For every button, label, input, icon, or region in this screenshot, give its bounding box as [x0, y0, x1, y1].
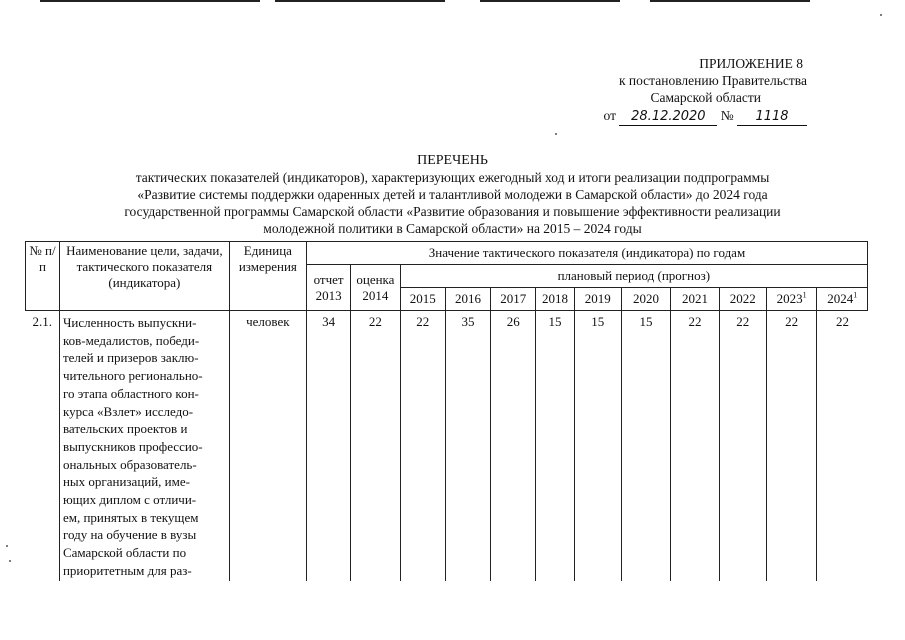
- handwritten-number: 1118: [737, 108, 807, 126]
- handwritten-date: 28.12.2020: [619, 108, 717, 126]
- value-2015: 22: [400, 311, 445, 581]
- indicator-name-line: вательских проектов и: [62, 421, 188, 437]
- indicator-name-line: приоритетным для раз-: [62, 562, 192, 578]
- row-number: 2.1.: [26, 311, 60, 581]
- scan-top-line-2: [275, 0, 445, 2]
- scan-speck: [6, 545, 8, 547]
- indicator-name-line: ем, принятых в текущем: [62, 509, 199, 525]
- number-label: №: [720, 108, 734, 123]
- scan-speck: [555, 133, 557, 135]
- indicator-name-line: ональных образователь-: [62, 456, 197, 472]
- header-estimate-year: 2014: [362, 287, 389, 303]
- scan-top-line-3: [480, 0, 620, 2]
- appendix-date-number-line: [547, 107, 807, 126]
- year-2024-text: 2024: [827, 291, 854, 306]
- scan-speck: [9, 560, 11, 562]
- header-year-2016: 2016: [445, 288, 490, 311]
- indicator-name-line: выпускников профессио-: [62, 438, 203, 454]
- scan-top-line-4: [650, 0, 810, 2]
- heading-line-4: молодежной политики в Самарской области» на 2015 – 2024 годы: [263, 221, 642, 236]
- value-2024: 22: [835, 314, 849, 329]
- appendix-block: [547, 55, 807, 126]
- header-report-year: 2013: [315, 287, 342, 303]
- value-2017: 26: [491, 311, 536, 581]
- heading-line-2: «Развитие системы поддержки одаренных детей и талантливой молодежи в Самарской области» до 2024 года: [137, 187, 768, 202]
- header-year-2022: 2022: [719, 288, 766, 311]
- value-estimate-2014: 22: [351, 311, 400, 581]
- indicator-name-line: ющих диплом с отличи-: [62, 492, 197, 508]
- header-year-2023: [766, 288, 816, 311]
- header-name: Наименование цели, задачи, тактического показателя (индикатора): [59, 242, 229, 311]
- indicator-name-line: чительного регионально-: [62, 368, 203, 384]
- value-2020: 15: [621, 311, 670, 581]
- value-2016: 35: [445, 311, 490, 581]
- header-report: [306, 265, 350, 311]
- document-heading: [0, 152, 905, 237]
- row-indicator-name: [59, 311, 229, 581]
- appendix-title: ПРИЛОЖЕНИЕ 8: [699, 56, 803, 71]
- header-year-2017: 2017: [491, 288, 536, 311]
- header-report-label: отчет: [313, 271, 344, 287]
- header-values: Значение тактического показателя (индикатора) по годам: [306, 242, 867, 265]
- header-unit: Единица измерения: [229, 242, 306, 311]
- header-year-2015: 2015: [400, 288, 445, 311]
- appendix-region-line: Самарской области: [650, 90, 761, 105]
- value-2023: 22: [766, 311, 816, 581]
- header-number: № п/п: [26, 242, 60, 311]
- value-2018: 15: [536, 311, 574, 581]
- table-row: [26, 311, 868, 581]
- heading-line-1: тактических показателей (индикаторов), характеризующих ежегодный ход и итоги реализации подпрограммы: [135, 170, 770, 185]
- footnote-mark-2023: 1: [802, 290, 807, 300]
- header-year-2021: 2021: [671, 288, 719, 311]
- indicator-name-line: Самарской области по: [62, 545, 187, 561]
- header-estimate-label: оценка: [356, 271, 395, 287]
- header-year-2018: 2018: [536, 288, 574, 311]
- indicators-table: [25, 241, 868, 581]
- indicator-name-line: Численность выпускни-: [62, 315, 197, 330]
- value-2019: 15: [574, 311, 621, 581]
- value-2021: 22: [671, 311, 719, 581]
- from-label: от: [603, 108, 616, 123]
- header-year-2024: [817, 288, 868, 311]
- value-2022: 22: [719, 311, 766, 581]
- indicator-name-line: году на обучение в вузы: [62, 527, 197, 543]
- table-header-row-1: [26, 242, 868, 265]
- header-year-2019: 2019: [574, 288, 621, 311]
- indicator-name-line: го этапа областного кон-: [62, 385, 199, 401]
- header-estimate: [351, 265, 400, 311]
- value-report-2013: 34: [306, 311, 350, 581]
- scan-top-line-1: [40, 0, 260, 2]
- indicator-name-line: ков-медалистов, победи-: [62, 332, 200, 348]
- year-2023-text: 2023: [776, 291, 803, 306]
- indicator-name-line: ных организаций, име-: [62, 474, 190, 490]
- indicator-name-line: курса «Взлет» исследо-: [62, 403, 194, 419]
- heading-line-3: государственной программы Самарской области «Развитие образования и повышение эффективности реализации: [124, 204, 781, 219]
- scan-speck: [880, 14, 882, 16]
- header-planned: плановый период (прогноз): [400, 265, 867, 288]
- indicator-name-line: телей и призеров заклю-: [62, 350, 199, 366]
- footnote-mark-2024: 1: [853, 290, 858, 300]
- header-year-2020: 2020: [621, 288, 670, 311]
- document-title: ПЕРЕЧЕНЬ: [417, 153, 488, 168]
- row-unit: человек: [229, 311, 306, 581]
- appendix-resolution-line: к постановлению Правительства: [618, 73, 807, 88]
